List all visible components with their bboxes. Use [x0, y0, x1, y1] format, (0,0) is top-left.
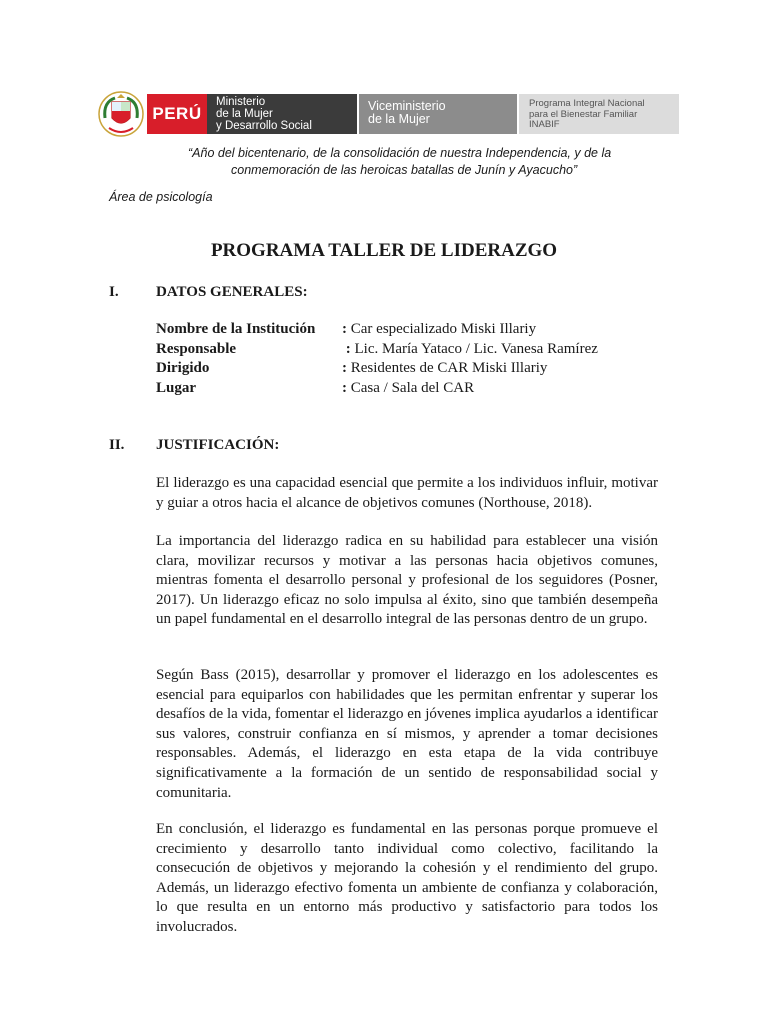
- data-key: Lugar: [156, 380, 197, 397]
- data-value: Casa / Sala del CAR: [347, 380, 475, 397]
- ministry-line-2: de la Mujer: [216, 108, 273, 120]
- justification-paragraph-4: En conclusión, el liderazgo es fundamental en las personas porque promueve el crecimiento y desarrollo tanto individual como colectivo, facilitando la consecución de objetivos y mejorando la cohesión y el rendimiento del grupo. Además, un liderazgo efectivo fomenta un ambiente de confianza y colaboración, lo que resulta en un entorno más productivo y satisfactorio para todos los involucrados.: [156, 821, 658, 935]
- header-banner: [95, 88, 695, 140]
- year-motto: [130, 145, 690, 179]
- justification-paragraph-3: Según Bass (2015), desarrollar y promover el liderazgo en los adolescentes es esencial para equiparlos con habilidades que les permitan enfrentar y superar los desafíos de la vida, fomentar el liderazgo en jóvenes implica ayudarlos a identificar sus valores, construir confianza en sí mismos, y aprender a tomar decisiones responsables. Además, el liderazgo en esta etapa de la vida contribuye significativamente a la formación de un sentido de responsabilidad social y comunitaria.: [156, 667, 658, 801]
- data-value: Lic. María Yataco / Lic. Vanesa Ramírez: [350, 340, 598, 357]
- data-value: Residentes de CAR Miski Illariy: [347, 360, 548, 377]
- ministry-block: [207, 94, 357, 134]
- data-separator: :: [342, 380, 347, 397]
- program-line-2: para el Bienestar Familiar: [529, 108, 638, 120]
- peru-coat-of-arms-icon: [95, 88, 147, 140]
- data-row-institution: [156, 320, 598, 340]
- vice-line-2: de la Mujer: [368, 112, 430, 126]
- data-key: Dirigido: [156, 360, 210, 377]
- general-data-list: [156, 320, 598, 399]
- data-row-place: [156, 379, 598, 399]
- motto-line-2: conmemoración de las heroicas batallas de Junín y Ayacucho”: [231, 163, 578, 177]
- data-row-responsible: [156, 340, 598, 360]
- data-separator: :: [342, 321, 347, 337]
- ministry-line-3: y Desarrollo Social: [216, 120, 312, 132]
- justification-paragraph-2: La importancia del liderazgo radica en su habilidad para establecer una visión clara, movilizar recursos y motivar a las personas hacia objetivos comunes, mientras fomenta el desarrollo personal y profesional de los seguidores (Posner, 2017). Un liderazgo eficaz no solo impulsa al éxito, sino que también desempeña un papel fundamental en el desarrollo integral de las personas dentro de un grupo.: [156, 533, 658, 628]
- document-title: PROGRAMA TALLER DE LIDERAZGO: [210, 240, 558, 261]
- peru-label: PERÚ: [152, 104, 202, 123]
- program-line-3: INABIF: [529, 119, 560, 130]
- justification-paragraph-1: El liderazgo es una capacidad esencial que permite a los individuos influir, motivar y guiar a otros hacia el alcance de objetivos comunes (Northouse, 2018).: [156, 475, 658, 511]
- viceministry-block: [359, 94, 517, 134]
- section-2-title: JUSTIFICACIÓN:: [156, 437, 280, 453]
- section-1-title: DATOS GENERALES:: [156, 284, 308, 300]
- data-separator: :: [342, 340, 351, 357]
- section-1-number: I.: [109, 284, 119, 300]
- data-row-directed: [156, 359, 598, 379]
- area-label: Área de psicología: [109, 190, 213, 204]
- program-line-1: Programa Integral Nacional: [529, 98, 645, 109]
- data-key: Responsable: [156, 340, 237, 357]
- motto-line-1: “Año del bicentenario, de la consolidación de nuestra Independencia, y de la: [188, 146, 612, 160]
- section-2-number: II.: [109, 437, 125, 453]
- vice-line-1: Viceministerio: [368, 99, 446, 113]
- ministry-line-1: Ministerio: [216, 96, 266, 108]
- data-separator: :: [342, 360, 347, 377]
- program-block: [519, 94, 679, 134]
- data-value: Car especializado Miski Illariy: [347, 321, 537, 337]
- peru-label-block: [147, 94, 207, 134]
- data-key: Nombre de la Institución: [156, 321, 316, 337]
